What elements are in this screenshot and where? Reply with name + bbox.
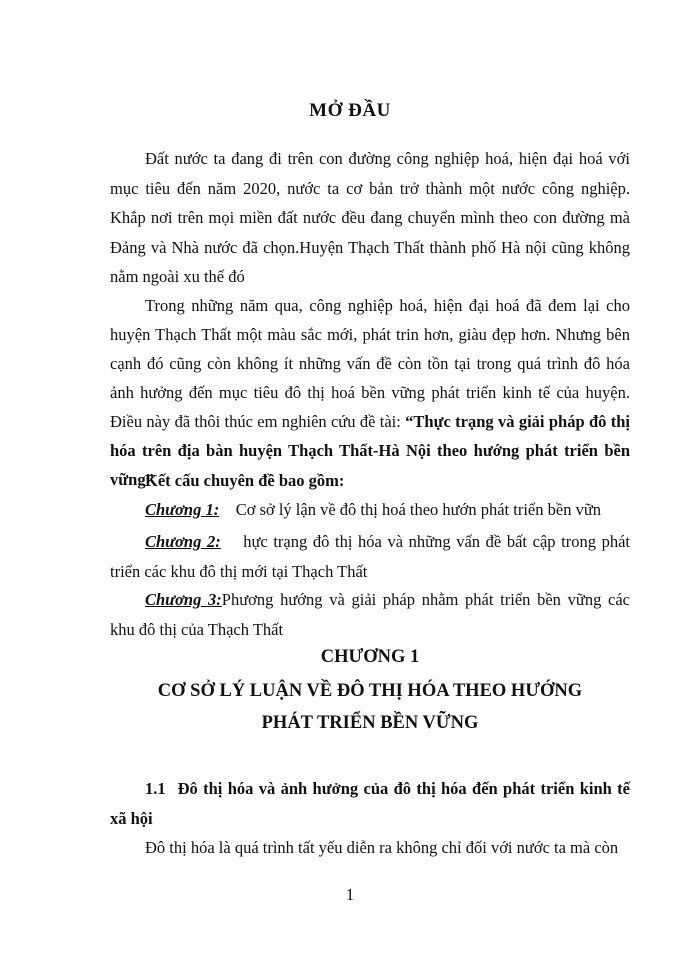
chapter-3-text: Phương hướng và giải pháp nhằm phát triển bền vững các khu đô thị của Thạch Thất	[110, 590, 630, 639]
intro-paragraph-1: Đất nước ta đang đi trên con đường công nghiệp hoá, hiện đại hoá với mục tiêu đến năm 2020, nước ta cơ bản trở thành một nước công nghiệp. Khắp nơi trên mọi miền đất nước đều đang chuyển mình theo con đường mà Đảng và Nhà nước đã chọn.Huyện Thạch Thất thành phố Hà nội cũng không nằm ngoài xu thế đó	[110, 149, 630, 286]
chapter-1-text: Cơ sở lý lận về đô thị hoá theo hướn phát triển bền vữn	[235, 500, 602, 519]
chapter-2-label: Chương 2:	[145, 532, 221, 551]
chapter-3-label: Chương 3:	[145, 590, 222, 609]
section-heading	[110, 774, 630, 833]
chapter-item-1	[110, 495, 630, 525]
chapter-title-line-1: CƠ SỞ LÝ LUẬN VỀ ĐÔ THỊ HÓA THEO HƯỚNG	[157, 681, 583, 701]
chapter-heading: CHƯƠNG 1	[320, 647, 420, 667]
structure-heading: Kết cấu chuyên đề bao gồm:	[145, 471, 345, 490]
section-title: Đô thị hóa và ảnh hưởng của đô thị hóa đến phát triển kinh tế xã hội	[110, 779, 630, 828]
section-number: 1.1	[145, 779, 166, 798]
chapter-1-label: Chương 1:	[145, 500, 220, 519]
research-topic: “Thực trạng và giải pháp đô thị hóa trên địa bàn huyện Thạch Thất-Hà Nội theo hướng phát triển bền vững”	[110, 412, 630, 489]
chapter-item-3	[110, 585, 630, 644]
page-title: MỞ ĐẦU	[309, 100, 391, 121]
chapter-item-2	[110, 527, 630, 586]
chapter-title-line-2: PHÁT TRIỂN BỀN VỮNG	[261, 713, 479, 733]
section-paragraph: Đô thị hóa là quá trình tất yếu diễn ra không chỉ đối với nước ta mà còn	[145, 838, 619, 857]
intro-paragraph-2-text: Trong những năm qua, công nghiệp hoá, hiện đại hoá đã đem lại cho huyện Thạch Thất một màu sắc mới, phát trin hơn, giàu đẹp hơn. Nhưng bên cạnh đó cũng còn không ít những vấn đề còn tồn tại trong quá trình đô hóa ảnh hưởng đến mục tiêu đô thị hoá bền vững phát triển kinh tế của huyện. Điều này đã thôi thúc em nghiên cứu đề tài:	[110, 296, 630, 431]
chapter-2-text: hực trạng đô thị hóa và những vấn đề bất cập trong phát triển các khu đô thị mới tại Thạch Thất	[110, 532, 631, 581]
page-number: 1	[345, 885, 355, 904]
intro-paragraph-2	[110, 291, 630, 494]
